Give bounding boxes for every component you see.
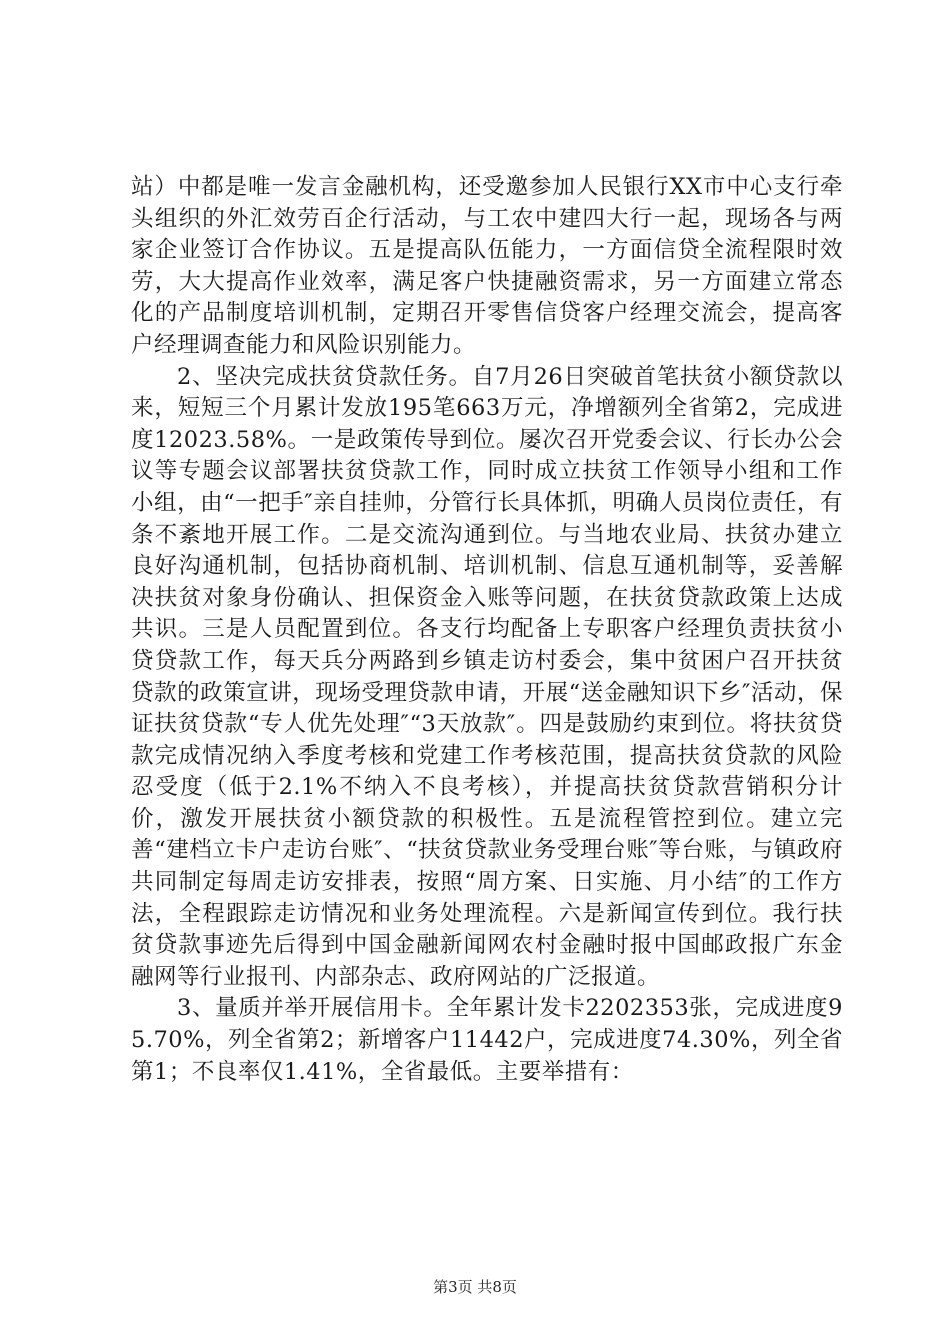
paragraph-credit-cards: 3、量质并举开展信用卡。全年累计发卡2202353张，完成进度95.70%，列全省第2；新增客户11442户，完成进度74.30%，列全省第1；不良率仅1.41%，全省最低。主要举措有： (131, 995, 843, 1085)
paragraph-poverty-loans: 2、坚决完成扶贫贷款任务。自7月26日突破首笔扶贫小额贷款以来，短短三个月累计发放195笔663万元，净增额列全省第2，完成进度12023.58%。一是政策传导到位。屡次召开党委会议、行长办公会议等专题会议部署扶贫贷款工作，同时成立扶贫工作领导小组和工作小组，由“一把手″亲自挂帅，分管行长具体抓，明确人员岗位责任，有条不紊地开展工作。二是交流沟通到位。与当地农业局、扶贫办建立良好沟通机制，包括协商机制、培训机制、信息互通机制等，妥善解决扶贫对象身份确认、担保资金入账等问题，在扶贫贷款政策上达成共识。三是人员配置到位。各支行均配备上专职客户经理负责扶贫小贷贷款工作，每天兵分两路到乡镇走访村委会，集中贫困户召开扶贫贷款的政策宣讲，现场受理贷款申请，开展“送金融知识下乡″活动，保证扶贫贷款“专人优先处理″“3天放款″。四是鼓励约束到位。将扶贫贷款完成情况纳入季度考核和党建工作考核范围，提高扶贫贷款的风险忍受度（低于2.1%不纳入不良考核），并提高扶贫贷款营销积分计价，激发开展扶贫小额贷款的积极性。五是流程管控到位。建立完善“建档立卡户走访台账″、“扶贫贷款业务受理台账″等台账，与镇政府共同制定每周走访安排表，按照“周方案、日实施、月小结″的工作方法，全程跟踪走访情况和业务处理流程。六是新闻宣传到位。我行扶贫贷款事迹先后得到中国金融新闻网农村金融时报中国邮政报广东金融网等行业报刊、内部杂志、政府网站的广泛报道。 (131, 363, 843, 990)
document-body (131, 172, 843, 1088)
paragraph-continuation: 站）中都是唯一发言金融机构，还受邀参加人民银行XX市中心支行牵头组织的外汇效劳百企行活动，与工农中建四大行一起，现场各与两家企业签订合作协议。五是提高队伍能力，一方面信贷全流程限时效劳，大大提高作业效率，满足客户快捷融资需求，另一方面建立常态化的产品制度培训机制，定期召开零售信贷客户经理交流会，提高客户经理调查能力和风险识别能力。 (131, 174, 843, 358)
page-number-footer: 第3页 共8页 (433, 1278, 517, 1296)
